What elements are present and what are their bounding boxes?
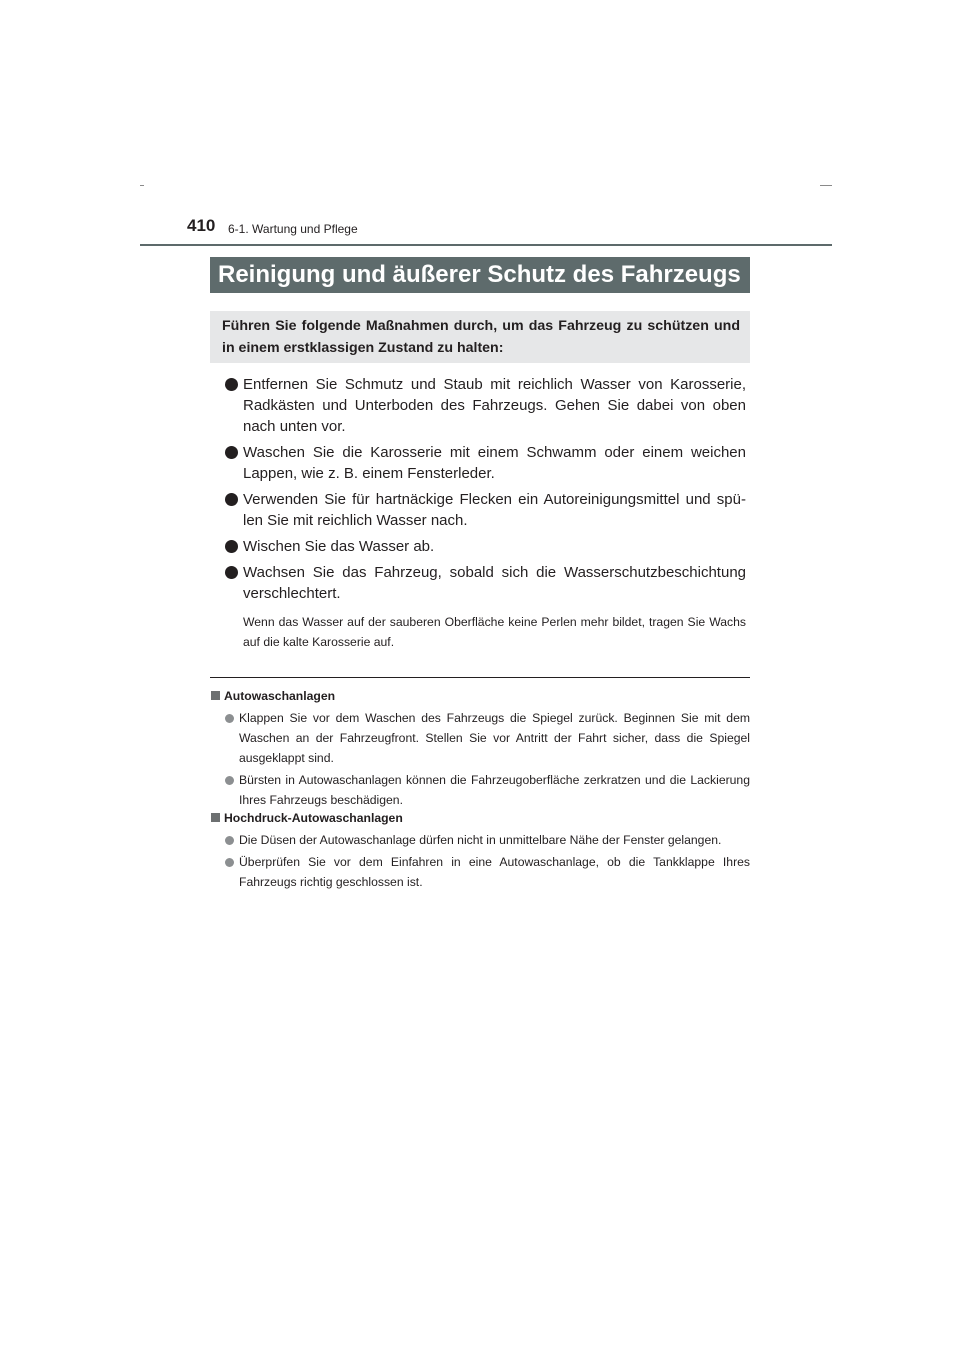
bullet-icon [225,446,238,459]
list-note: Wenn das Wasser auf der sauberen Oberfläche keine Perlen mehr bildet, tragen Sie Wachs auf die kalte Karosserie auf. [243,615,746,649]
list-item-text: Wischen Sie das Wasser ab. [243,538,435,555]
list-item [212,562,746,604]
bullet-icon [225,776,234,785]
subsection-heading-text: Autowaschanlagen [224,689,336,703]
crop-mark-right [820,185,832,186]
section-divider [210,677,750,678]
subsection-car-wash [210,687,750,812]
list-item [210,830,750,850]
square-bullet-icon [211,813,220,822]
main-list [212,374,746,652]
list-item-text: Waschen Sie die Karosserie mit einem Schwamm oder einem weichen Lappen, wie z. B. einem Fensterleder. [243,444,746,482]
list-item [212,442,746,484]
list-item [212,374,746,437]
square-bullet-icon [211,691,220,700]
page-title: Reinigung und äußerer Schutz des Fahrzeugs [210,257,750,293]
list-item-text: Überprüfen Sie vor dem Einfahren in eine Autowaschanlage, ob die Tankklappe Ihres Fahrzeugs richtig geschlossen ist. [239,855,750,889]
page-number: 410 [187,216,216,235]
list-item [210,852,750,892]
list-item [210,770,750,810]
bullet-icon [225,378,238,391]
bullet-icon [225,566,238,579]
list-item-text: Wachsen Sie das Fahrzeug, sobald sich die Wasserschutzbeschichtung verschlechtert. [243,564,746,602]
bullet-icon [225,836,234,845]
list-item [212,536,746,557]
list-item [210,708,750,768]
list-item-text: Klappen Sie vor dem Waschen des Fahrzeugs die Spiegel zurück. Beginnen Sie mit dem Waschen an der Fahrzeugfront. Stellen Sie vor Antritt der Fahrt sicher, dass die Spiegel ausgeklappt sind. [239,711,750,765]
header-rule [140,244,832,246]
bullet-icon [225,540,238,553]
intro-box: Führen Sie folgende Maßnahmen durch, um das Fahrzeug zu schützen und in einem erstklassigen Zustand zu halten: [210,311,750,363]
page-header [140,216,832,246]
list-item [212,489,746,531]
list-item-text: Verwenden Sie für hartnäckige Flecken ein Autoreinigungsmittel und spü-len Sie mit reichlich Wasser nach. [243,491,746,529]
bullet-icon [225,714,234,723]
subsection-heading-text: Hochdruck-Autowaschanlagen [224,811,403,825]
subsection-heading [210,809,750,827]
list-item-text: Die Düsen der Autowaschanlage dürfen nicht in unmittelbare Nähe der Fenster gelangen. [239,833,722,847]
crop-mark-left [140,185,144,186]
list-item-text: Entfernen Sie Schmutz und Staub mit reichlich Wasser von Karosserie, Radkästen und Unterboden des Fahrzeugs. Gehen Sie dabei von oben nach unten vor. [243,376,746,435]
list-item-text: Bürsten in Autowaschanlagen können die Fahrzeugoberfläche zerkratzen und die Lackierung Ihres Fahrzeugs beschädigen. [239,773,750,807]
subsection-heading [210,687,750,705]
bullet-icon [225,493,238,506]
section-label: 6-1. Wartung und Pflege [228,222,358,236]
subsection-high-pressure-wash [210,809,750,894]
bullet-icon [225,858,234,867]
